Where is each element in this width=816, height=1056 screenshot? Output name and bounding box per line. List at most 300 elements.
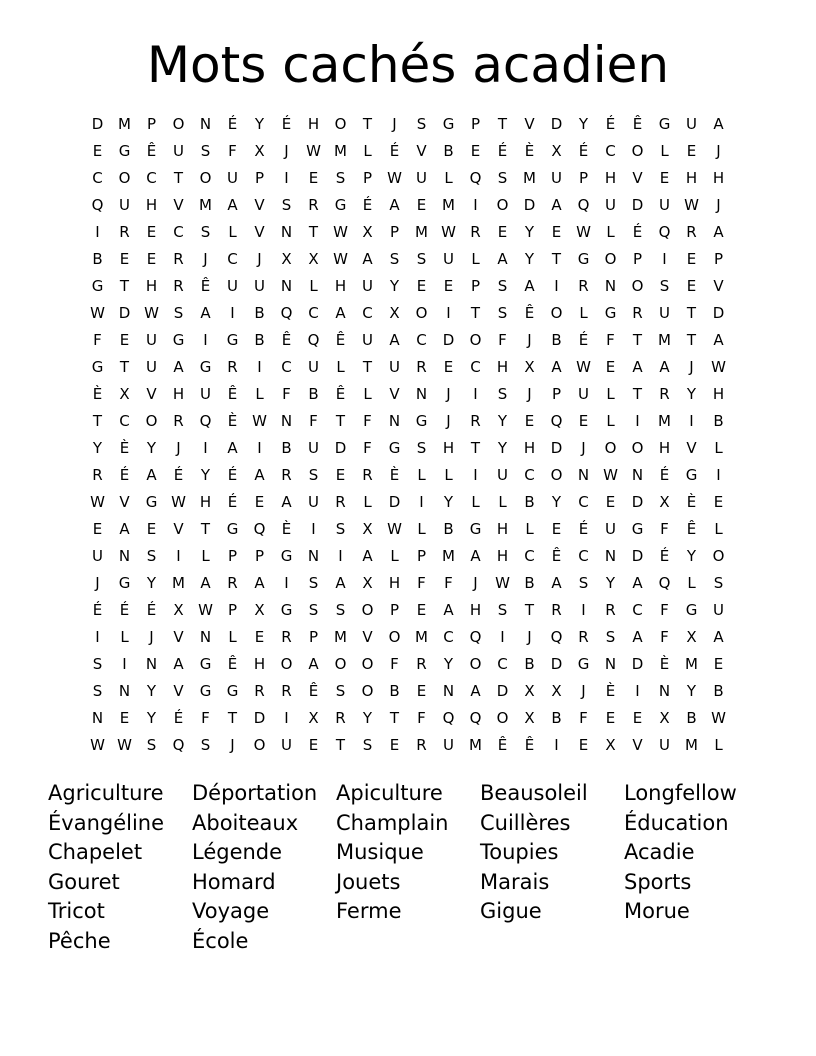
- grid-letter[interactable]: N: [442, 682, 455, 700]
- grid-letter[interactable]: W: [198, 601, 213, 619]
- grid-letter[interactable]: E: [146, 223, 157, 241]
- grid-letter[interactable]: O: [415, 304, 428, 322]
- grid-letter[interactable]: W: [576, 358, 591, 376]
- grid-letter[interactable]: A: [713, 628, 724, 646]
- grid-letter[interactable]: E: [524, 412, 535, 430]
- grid-letter[interactable]: A: [632, 574, 643, 592]
- grid-letter[interactable]: J: [716, 196, 721, 214]
- grid-letter[interactable]: C: [146, 169, 157, 187]
- grid-letter[interactable]: G: [172, 331, 185, 349]
- grid-letter[interactable]: Q: [172, 736, 185, 754]
- grid-letter[interactable]: O: [604, 250, 617, 268]
- grid-letter[interactable]: L: [444, 169, 453, 187]
- grid-letter[interactable]: F: [309, 412, 318, 430]
- grid-letter[interactable]: E: [119, 331, 130, 349]
- grid-letter[interactable]: A: [632, 358, 643, 376]
- grid-letter[interactable]: G: [226, 331, 239, 349]
- grid-letter[interactable]: N: [91, 709, 104, 727]
- grid-letter[interactable]: U: [227, 169, 238, 187]
- grid-letter[interactable]: G: [577, 655, 590, 673]
- grid-letter[interactable]: Y: [524, 250, 535, 268]
- grid-letter[interactable]: G: [145, 493, 158, 511]
- grid-letter[interactable]: B: [524, 655, 535, 673]
- grid-letter[interactable]: J: [716, 142, 721, 160]
- grid-letter[interactable]: V: [389, 385, 400, 403]
- grid-letter[interactable]: W: [441, 223, 456, 241]
- grid-letter[interactable]: S: [578, 574, 589, 592]
- grid-letter[interactable]: R: [578, 628, 589, 646]
- grid-letter[interactable]: C: [362, 304, 373, 322]
- grid-letter[interactable]: Y: [146, 709, 157, 727]
- grid-letter[interactable]: V: [146, 385, 157, 403]
- grid-letter[interactable]: X: [524, 709, 535, 727]
- grid-letter[interactable]: È: [92, 385, 103, 403]
- grid-letter[interactable]: C: [470, 358, 481, 376]
- grid-letter[interactable]: J: [689, 358, 694, 376]
- grid-letter[interactable]: I: [473, 466, 478, 484]
- grid-letter[interactable]: F: [660, 601, 669, 619]
- grid-letter[interactable]: S: [497, 385, 508, 403]
- grid-letter[interactable]: E: [92, 520, 103, 538]
- grid-letter[interactable]: Q: [91, 196, 104, 214]
- grid-letter[interactable]: V: [173, 520, 184, 538]
- grid-letter[interactable]: L: [120, 628, 129, 646]
- grid-letter[interactable]: M: [415, 628, 428, 646]
- grid-letter[interactable]: W: [711, 358, 726, 376]
- grid-letter[interactable]: F: [660, 520, 669, 538]
- grid-letter[interactable]: E: [254, 493, 265, 511]
- grid-letter[interactable]: N: [280, 223, 293, 241]
- grid-letter[interactable]: U: [173, 142, 184, 160]
- grid-letter[interactable]: A: [173, 358, 184, 376]
- grid-letter[interactable]: Y: [254, 115, 265, 133]
- grid-letter[interactable]: W: [684, 196, 699, 214]
- grid-letter[interactable]: C: [524, 466, 535, 484]
- grid-letter[interactable]: J: [527, 628, 532, 646]
- grid-letter[interactable]: S: [92, 682, 103, 700]
- grid-letter[interactable]: H: [199, 493, 212, 511]
- grid-letter[interactable]: C: [605, 142, 616, 160]
- grid-letter[interactable]: R: [281, 628, 292, 646]
- grid-letter[interactable]: I: [284, 574, 289, 592]
- grid-letter[interactable]: E: [605, 709, 616, 727]
- grid-letter[interactable]: I: [554, 277, 559, 295]
- grid-letter[interactable]: R: [470, 412, 481, 430]
- grid-letter[interactable]: F: [660, 628, 669, 646]
- grid-letter[interactable]: W: [144, 304, 159, 322]
- grid-letter[interactable]: U: [362, 277, 373, 295]
- grid-letter[interactable]: A: [362, 547, 373, 565]
- grid-letter[interactable]: C: [632, 601, 643, 619]
- grid-letter[interactable]: S: [308, 601, 319, 619]
- grid-letter[interactable]: M: [334, 142, 347, 160]
- grid-letter[interactable]: V: [173, 682, 184, 700]
- grid-letter[interactable]: S: [308, 574, 319, 592]
- grid-letter[interactable]: L: [606, 412, 615, 430]
- grid-letter[interactable]: Y: [551, 493, 562, 511]
- grid-letter[interactable]: Ê: [281, 331, 292, 349]
- grid-letter[interactable]: U: [713, 601, 724, 619]
- grid-letter[interactable]: N: [118, 547, 131, 565]
- grid-letter[interactable]: P: [632, 250, 643, 268]
- grid-letter[interactable]: Q: [469, 169, 482, 187]
- grid-letter[interactable]: I: [95, 628, 100, 646]
- grid-letter[interactable]: S: [659, 277, 670, 295]
- grid-letter[interactable]: E: [497, 223, 508, 241]
- grid-letter[interactable]: N: [604, 277, 617, 295]
- grid-letter[interactable]: T: [92, 412, 103, 430]
- grid-letter[interactable]: B: [308, 385, 319, 403]
- grid-letter[interactable]: R: [416, 736, 427, 754]
- grid-letter[interactable]: Q: [442, 709, 455, 727]
- grid-letter[interactable]: N: [280, 412, 293, 430]
- grid-letter[interactable]: Y: [389, 277, 400, 295]
- grid-letter[interactable]: S: [416, 250, 427, 268]
- grid-letter[interactable]: O: [199, 169, 212, 187]
- grid-letter[interactable]: L: [255, 385, 264, 403]
- grid-letter[interactable]: U: [605, 520, 616, 538]
- grid-letter[interactable]: È: [524, 142, 535, 160]
- grid-letter[interactable]: D: [631, 547, 644, 565]
- grid-letter[interactable]: I: [689, 412, 694, 430]
- grid-letter[interactable]: N: [388, 412, 401, 430]
- grid-letter[interactable]: O: [550, 304, 563, 322]
- grid-letter[interactable]: V: [632, 736, 643, 754]
- grid-letter[interactable]: L: [363, 385, 372, 403]
- grid-letter[interactable]: O: [361, 655, 374, 673]
- grid-letter[interactable]: P: [362, 169, 373, 187]
- grid-letter[interactable]: L: [660, 142, 669, 160]
- grid-letter[interactable]: X: [389, 304, 400, 322]
- grid-letter[interactable]: H: [496, 547, 509, 565]
- grid-letter[interactable]: A: [362, 250, 373, 268]
- grid-letter[interactable]: Ê: [551, 547, 562, 565]
- grid-letter[interactable]: M: [523, 169, 536, 187]
- grid-letter[interactable]: É: [173, 709, 184, 727]
- grid-letter[interactable]: Y: [686, 385, 697, 403]
- grid-letter[interactable]: X: [119, 385, 130, 403]
- grid-letter[interactable]: L: [228, 628, 237, 646]
- grid-letter[interactable]: Ê: [686, 520, 697, 538]
- grid-letter[interactable]: R: [227, 574, 238, 592]
- grid-letter[interactable]: É: [146, 601, 157, 619]
- grid-letter[interactable]: H: [469, 601, 482, 619]
- grid-letter[interactable]: F: [363, 412, 372, 430]
- grid-letter[interactable]: H: [496, 520, 509, 538]
- grid-letter[interactable]: U: [119, 196, 130, 214]
- grid-letter[interactable]: L: [336, 358, 345, 376]
- grid-letter[interactable]: D: [253, 709, 266, 727]
- grid-letter[interactable]: T: [227, 709, 238, 727]
- grid-letter[interactable]: P: [308, 628, 319, 646]
- grid-letter[interactable]: X: [659, 709, 670, 727]
- grid-letter[interactable]: H: [253, 655, 266, 673]
- grid-letter[interactable]: Q: [307, 331, 320, 349]
- grid-letter[interactable]: O: [631, 277, 644, 295]
- grid-letter[interactable]: F: [498, 331, 507, 349]
- grid-letter[interactable]: I: [95, 223, 100, 241]
- grid-letter[interactable]: D: [631, 493, 644, 511]
- grid-letter[interactable]: U: [308, 358, 319, 376]
- grid-letter[interactable]: E: [308, 736, 319, 754]
- grid-letter[interactable]: N: [199, 115, 212, 133]
- grid-letter[interactable]: V: [119, 493, 130, 511]
- grid-letter[interactable]: L: [471, 493, 480, 511]
- grid-letter[interactable]: R: [173, 412, 184, 430]
- grid-letter[interactable]: G: [604, 304, 617, 322]
- grid-letter[interactable]: R: [227, 358, 238, 376]
- grid-letter[interactable]: B: [713, 682, 724, 700]
- grid-letter[interactable]: E: [659, 169, 670, 187]
- grid-letter[interactable]: É: [605, 115, 616, 133]
- grid-letter[interactable]: E: [578, 736, 589, 754]
- grid-letter[interactable]: E: [578, 412, 589, 430]
- grid-letter[interactable]: A: [497, 250, 508, 268]
- grid-letter[interactable]: A: [146, 466, 157, 484]
- grid-letter[interactable]: A: [470, 682, 481, 700]
- grid-letter[interactable]: Y: [605, 574, 616, 592]
- grid-letter[interactable]: L: [363, 142, 372, 160]
- grid-letter[interactable]: W: [387, 520, 402, 538]
- grid-letter[interactable]: B: [551, 331, 562, 349]
- grid-letter[interactable]: A: [254, 574, 265, 592]
- grid-letter[interactable]: S: [416, 439, 427, 457]
- grid-letter[interactable]: G: [118, 574, 131, 592]
- grid-letter[interactable]: S: [497, 304, 508, 322]
- grid-letter[interactable]: E: [416, 196, 427, 214]
- grid-letter[interactable]: Y: [146, 574, 157, 592]
- grid-letter[interactable]: H: [388, 574, 401, 592]
- grid-letter[interactable]: J: [581, 682, 586, 700]
- grid-letter[interactable]: U: [497, 466, 508, 484]
- grid-letter[interactable]: C: [119, 412, 130, 430]
- grid-letter[interactable]: D: [442, 331, 455, 349]
- grid-letter[interactable]: L: [417, 466, 426, 484]
- grid-letter[interactable]: F: [417, 574, 426, 592]
- grid-letter[interactable]: W: [603, 466, 618, 484]
- grid-letter[interactable]: E: [254, 628, 265, 646]
- grid-letter[interactable]: È: [227, 412, 238, 430]
- grid-letter[interactable]: Y: [524, 223, 535, 241]
- grid-letter[interactable]: L: [228, 223, 237, 241]
- grid-letter[interactable]: É: [119, 466, 130, 484]
- grid-letter[interactable]: A: [227, 439, 238, 457]
- grid-letter[interactable]: D: [550, 655, 563, 673]
- grid-letter[interactable]: Y: [497, 439, 508, 457]
- grid-letter[interactable]: T: [362, 115, 373, 133]
- grid-letter[interactable]: R: [173, 250, 184, 268]
- grid-letter[interactable]: E: [686, 277, 697, 295]
- grid-letter[interactable]: Y: [686, 547, 697, 565]
- grid-letter[interactable]: W: [306, 142, 321, 160]
- grid-letter[interactable]: É: [119, 601, 130, 619]
- grid-letter[interactable]: N: [577, 466, 590, 484]
- grid-letter[interactable]: I: [554, 736, 559, 754]
- grid-letter[interactable]: Q: [550, 628, 563, 646]
- grid-letter[interactable]: T: [686, 304, 697, 322]
- grid-letter[interactable]: G: [658, 115, 671, 133]
- grid-letter[interactable]: V: [524, 115, 535, 133]
- grid-letter[interactable]: É: [92, 601, 103, 619]
- grid-letter[interactable]: R: [92, 466, 103, 484]
- grid-letter[interactable]: M: [469, 736, 482, 754]
- grid-letter[interactable]: P: [470, 115, 481, 133]
- grid-letter[interactable]: G: [577, 250, 590, 268]
- grid-letter[interactable]: X: [605, 736, 616, 754]
- grid-letter[interactable]: N: [280, 277, 293, 295]
- grid-letter[interactable]: H: [523, 439, 536, 457]
- grid-letter[interactable]: O: [280, 655, 293, 673]
- grid-letter[interactable]: O: [469, 331, 482, 349]
- grid-letter[interactable]: P: [551, 385, 562, 403]
- grid-letter[interactable]: E: [92, 142, 103, 160]
- grid-letter[interactable]: Y: [146, 439, 157, 457]
- grid-letter[interactable]: I: [473, 385, 478, 403]
- grid-letter[interactable]: É: [659, 547, 670, 565]
- grid-letter[interactable]: Q: [469, 709, 482, 727]
- grid-letter[interactable]: V: [173, 628, 184, 646]
- grid-letter[interactable]: S: [200, 223, 211, 241]
- grid-letter[interactable]: B: [443, 142, 454, 160]
- grid-letter[interactable]: D: [712, 304, 725, 322]
- grid-letter[interactable]: O: [496, 196, 509, 214]
- grid-letter[interactable]: U: [605, 196, 616, 214]
- grid-letter[interactable]: X: [362, 223, 373, 241]
- grid-letter[interactable]: J: [95, 574, 100, 592]
- grid-letter[interactable]: H: [685, 169, 698, 187]
- grid-letter[interactable]: N: [658, 682, 671, 700]
- grid-letter[interactable]: L: [687, 574, 696, 592]
- grid-letter[interactable]: T: [362, 358, 373, 376]
- grid-letter[interactable]: X: [281, 250, 292, 268]
- grid-letter[interactable]: É: [578, 331, 589, 349]
- grid-letter[interactable]: X: [362, 520, 373, 538]
- grid-letter[interactable]: M: [685, 736, 698, 754]
- grid-letter[interactable]: G: [685, 466, 698, 484]
- grid-letter[interactable]: A: [659, 358, 670, 376]
- grid-letter[interactable]: S: [335, 682, 346, 700]
- grid-letter[interactable]: È: [389, 466, 400, 484]
- grid-letter[interactable]: T: [470, 439, 481, 457]
- grid-letter[interactable]: R: [416, 655, 427, 673]
- grid-letter[interactable]: H: [334, 277, 347, 295]
- grid-letter[interactable]: M: [415, 223, 428, 241]
- grid-letter[interactable]: A: [470, 547, 481, 565]
- grid-letter[interactable]: A: [281, 493, 292, 511]
- grid-letter[interactable]: R: [632, 304, 643, 322]
- grid-letter[interactable]: O: [631, 439, 644, 457]
- grid-letter[interactable]: X: [659, 493, 670, 511]
- grid-letter[interactable]: S: [335, 520, 346, 538]
- grid-letter[interactable]: N: [307, 547, 320, 565]
- grid-letter[interactable]: A: [713, 223, 724, 241]
- grid-letter[interactable]: V: [713, 277, 724, 295]
- grid-letter[interactable]: W: [171, 493, 186, 511]
- grid-letter[interactable]: G: [280, 547, 293, 565]
- grid-letter[interactable]: A: [389, 196, 400, 214]
- grid-letter[interactable]: W: [333, 250, 348, 268]
- grid-letter[interactable]: J: [284, 142, 289, 160]
- grid-letter[interactable]: É: [362, 196, 373, 214]
- grid-letter[interactable]: D: [631, 655, 644, 673]
- grid-letter[interactable]: F: [93, 331, 102, 349]
- grid-letter[interactable]: M: [334, 628, 347, 646]
- grid-letter[interactable]: D: [550, 439, 563, 457]
- grid-letter[interactable]: E: [416, 277, 427, 295]
- grid-letter[interactable]: N: [415, 385, 428, 403]
- grid-letter[interactable]: Ê: [632, 115, 643, 133]
- grid-letter[interactable]: H: [496, 358, 509, 376]
- grid-letter[interactable]: N: [145, 655, 158, 673]
- grid-letter[interactable]: X: [308, 250, 319, 268]
- grid-letter[interactable]: U: [308, 439, 319, 457]
- grid-letter[interactable]: U: [389, 358, 400, 376]
- grid-letter[interactable]: I: [257, 358, 262, 376]
- grid-letter[interactable]: A: [389, 331, 400, 349]
- grid-letter[interactable]: P: [227, 601, 238, 619]
- grid-letter[interactable]: U: [659, 304, 670, 322]
- grid-letter[interactable]: E: [119, 709, 130, 727]
- grid-letter[interactable]: E: [605, 358, 616, 376]
- grid-letter[interactable]: C: [308, 304, 319, 322]
- grid-letter[interactable]: T: [119, 277, 130, 295]
- grid-letter[interactable]: B: [551, 709, 562, 727]
- grid-letter[interactable]: R: [335, 493, 346, 511]
- grid-letter[interactable]: W: [387, 169, 402, 187]
- grid-letter[interactable]: T: [497, 115, 508, 133]
- grid-letter[interactable]: I: [419, 493, 424, 511]
- grid-letter[interactable]: U: [659, 196, 670, 214]
- grid-letter[interactable]: M: [442, 547, 455, 565]
- grid-letter[interactable]: X: [551, 682, 562, 700]
- grid-letter[interactable]: Q: [199, 412, 212, 430]
- grid-letter[interactable]: Y: [200, 466, 211, 484]
- grid-letter[interactable]: W: [90, 736, 105, 754]
- grid-letter[interactable]: Y: [362, 709, 373, 727]
- grid-letter[interactable]: D: [523, 196, 536, 214]
- grid-letter[interactable]: R: [578, 277, 589, 295]
- grid-letter[interactable]: L: [498, 493, 507, 511]
- grid-letter[interactable]: É: [227, 466, 238, 484]
- grid-letter[interactable]: H: [145, 277, 158, 295]
- grid-letter[interactable]: I: [176, 547, 181, 565]
- grid-letter[interactable]: M: [658, 331, 671, 349]
- grid-letter[interactable]: V: [416, 142, 427, 160]
- grid-letter[interactable]: R: [362, 466, 373, 484]
- grid-letter[interactable]: G: [685, 601, 698, 619]
- grid-letter[interactable]: L: [579, 304, 588, 322]
- grid-letter[interactable]: S: [497, 601, 508, 619]
- grid-letter[interactable]: B: [281, 439, 292, 457]
- grid-letter[interactable]: G: [280, 601, 293, 619]
- grid-letter[interactable]: R: [416, 358, 427, 376]
- grid-letter[interactable]: W: [252, 412, 267, 430]
- grid-letter[interactable]: J: [149, 628, 154, 646]
- grid-letter[interactable]: A: [632, 628, 643, 646]
- grid-letter[interactable]: C: [227, 250, 238, 268]
- grid-letter[interactable]: U: [578, 385, 589, 403]
- grid-letter[interactable]: D: [334, 439, 347, 457]
- grid-letter[interactable]: B: [254, 331, 265, 349]
- grid-letter[interactable]: É: [281, 115, 292, 133]
- grid-letter[interactable]: U: [659, 736, 670, 754]
- grid-letter[interactable]: R: [119, 223, 130, 241]
- grid-letter[interactable]: S: [497, 169, 508, 187]
- grid-letter[interactable]: S: [335, 169, 346, 187]
- grid-letter[interactable]: I: [635, 682, 640, 700]
- grid-letter[interactable]: L: [606, 385, 615, 403]
- grid-letter[interactable]: V: [632, 169, 643, 187]
